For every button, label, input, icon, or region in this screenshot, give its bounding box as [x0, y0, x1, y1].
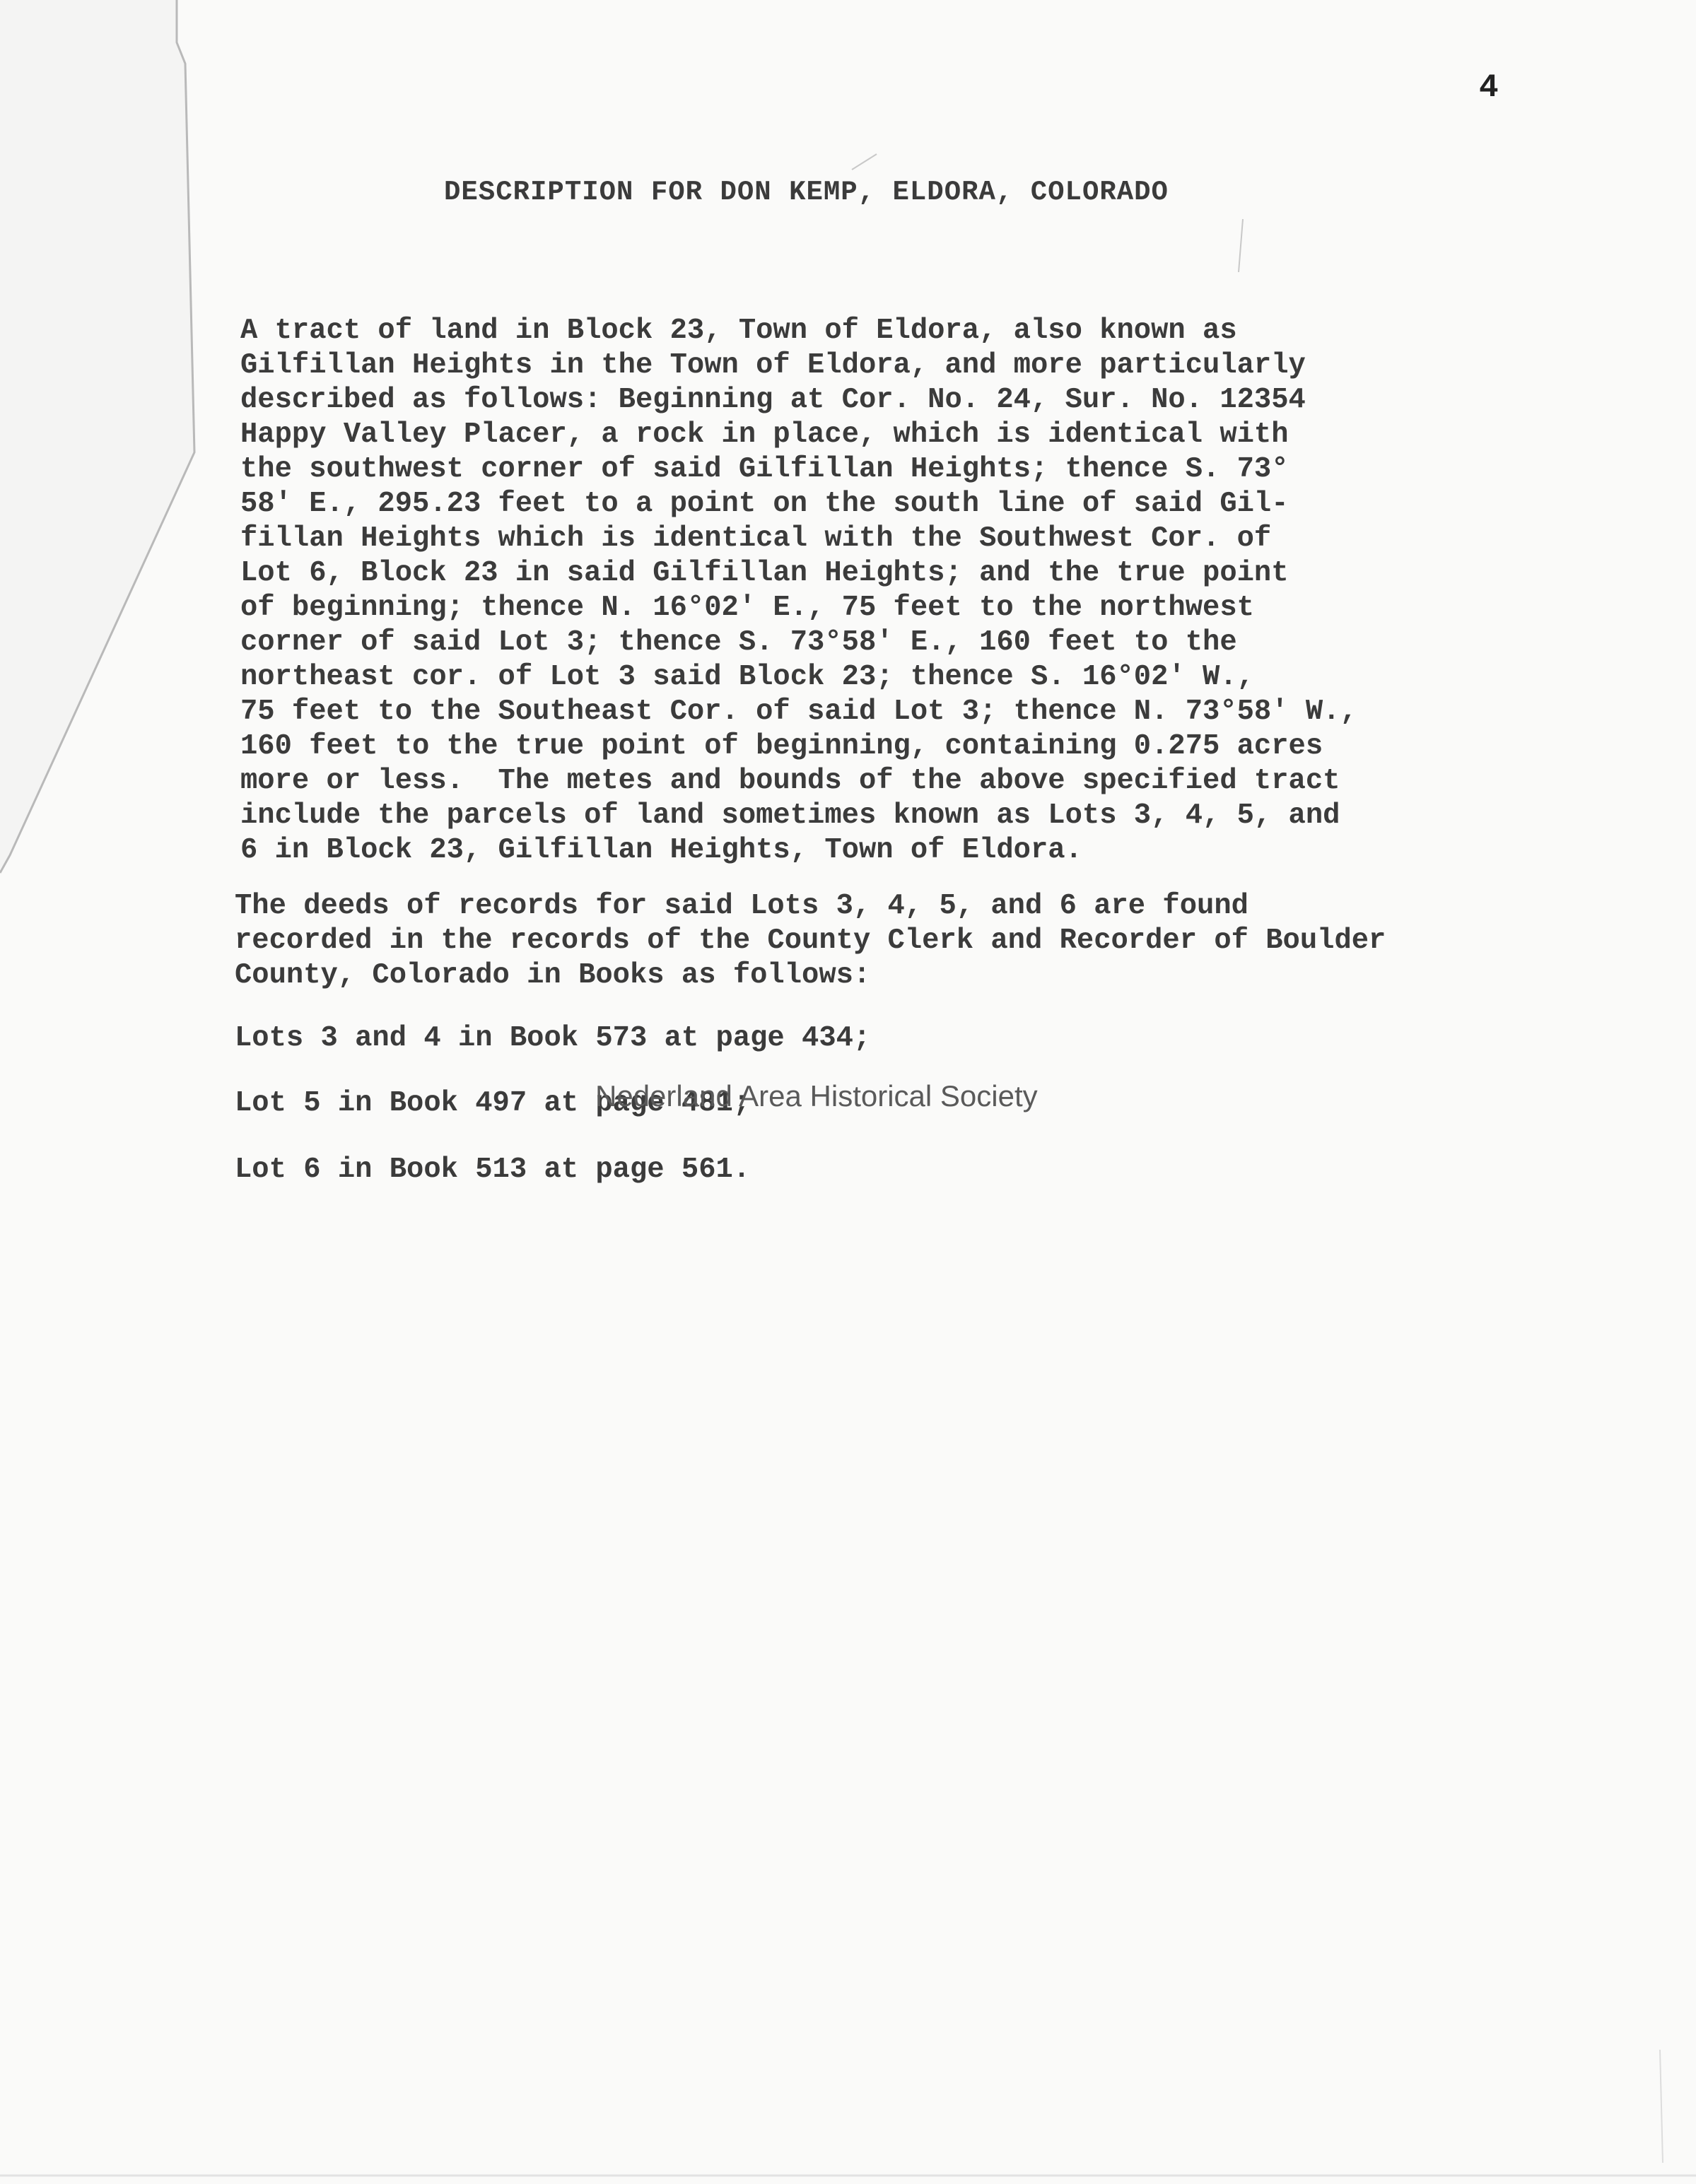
deeds-paragraph [235, 889, 1599, 995]
watermark: Nederland Area Historical Society [595, 1079, 1038, 1112]
paragraph-line: Gilfillan Heights in the Town of Eldora, and more particularly [240, 349, 1306, 382]
page-number: 4 [1479, 69, 1499, 106]
book-entry-lot-6: Lot 6 in Book 513 at page 561. [235, 1153, 751, 1186]
book-entry-lots-3-4: Lots 3 and 4 in Book 573 at page 434; [235, 1022, 871, 1055]
document-title: DESCRIPTION FOR DON KEMP, ELDORA, COLORADO [444, 177, 1169, 208]
paragraph-line: A tract of land in Block 23, Town of Eldora, also known as [240, 315, 1237, 347]
paragraph-line: County, Colorado in Books as follows: [235, 959, 871, 992]
paragraph-line: more or less. The metes and bounds of the above specified tract [240, 765, 1340, 797]
land-description-paragraph [240, 314, 1605, 867]
paragraph-line: 6 in Block 23, Gilfillan Heights, Town of Eldora. [240, 834, 1082, 867]
paragraph-line: described as follows: Beginning at Cor. No. 24, Sur. No. 12354 [240, 384, 1306, 416]
paragraph-line: 58' E., 295.23 feet to a point on the south line of said Gil- [240, 488, 1289, 520]
book-entry-lot-5: Lot 5 in Book 497 at page 481; [235, 1087, 751, 1120]
paragraph-line: corner of said Lot 3; thence S. 73°58' E., 160 feet to the [240, 626, 1237, 659]
paragraph-line: Lot 6, Block 23 in said Gilfillan Heights; and the true point [240, 557, 1289, 589]
paragraph-line: 160 feet to the true point of beginning, containing 0.275 acres [240, 730, 1323, 763]
paragraph-line: northeast cor. of Lot 3 said Block 23; thence S. 16°02' W., [240, 661, 1254, 693]
paragraph-line: the southwest corner of said Gilfillan Heights; thence S. 73° [240, 453, 1289, 486]
paragraph-line: fillan Heights which is identical with the Southwest Cor. of [240, 522, 1272, 555]
paragraph-line: The deeds of records for said Lots 3, 4, 5, and 6 are found [235, 890, 1248, 922]
paragraph-line: Happy Valley Placer, a rock in place, which is identical with [240, 418, 1289, 451]
paragraph-line: recorded in the records of the County Clerk and Recorder of Boulder [235, 924, 1386, 957]
paragraph-line: include the parcels of land sometimes known as Lots 3, 4, 5, and [240, 799, 1340, 832]
paragraph-line: 75 feet to the Southeast Cor. of said Lot 3; thence N. 73°58' W., [240, 695, 1357, 728]
paragraph-line: of beginning; thence N. 16°02' E., 75 feet to the northwest [240, 592, 1254, 624]
